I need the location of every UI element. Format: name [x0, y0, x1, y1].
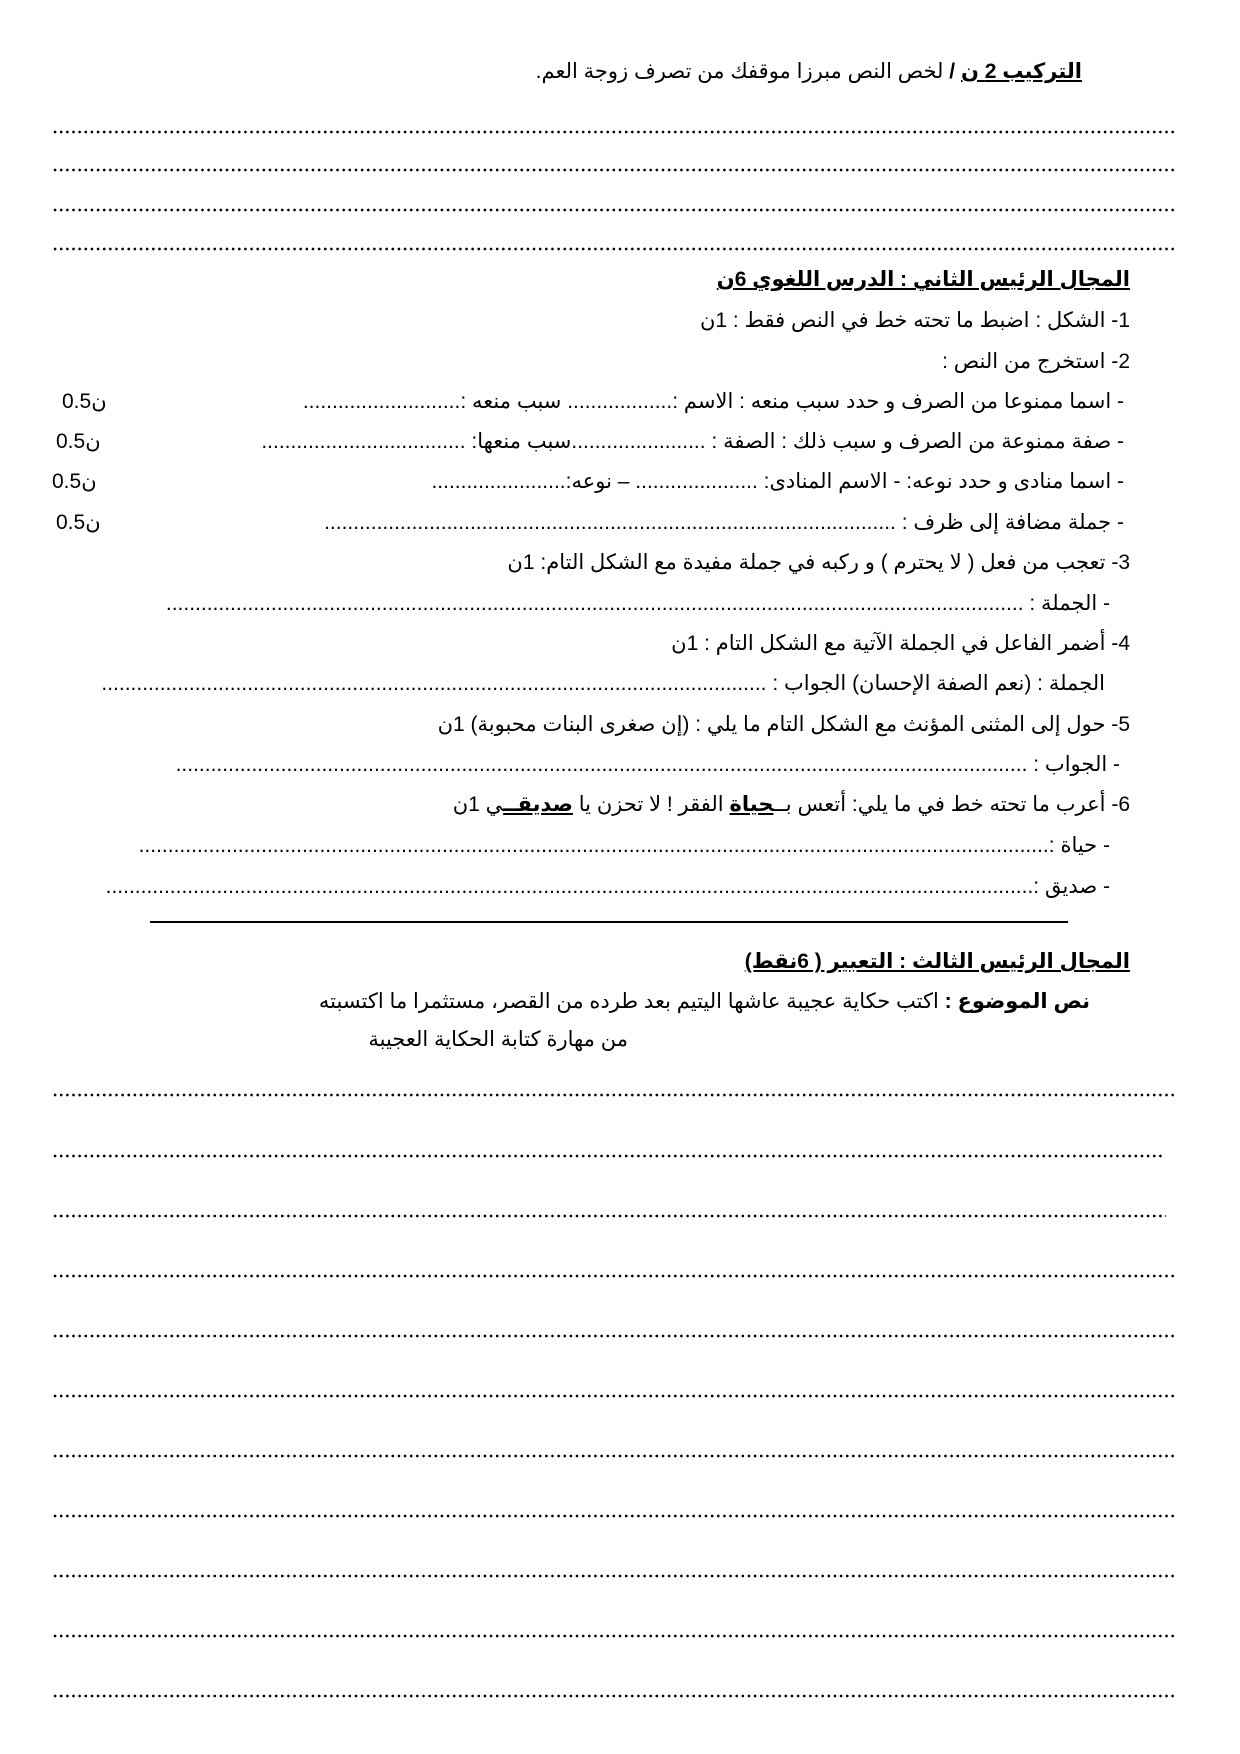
- question-2a-score: 0.5ن: [62, 390, 107, 413]
- section-divider: [150, 921, 1068, 923]
- underlined-word-sadiq: صديقــ: [503, 793, 573, 816]
- writing-line[interactable]: [52, 1632, 1176, 1640]
- writing-line[interactable]: [52, 1152, 1164, 1160]
- writing-line[interactable]: [52, 1572, 1176, 1580]
- answer-line[interactable]: [52, 128, 1176, 136]
- writing-line[interactable]: [52, 1332, 1176, 1340]
- synthesis-label: التركيب 2 ن: [960, 60, 1082, 83]
- question-2: 2- استخرج من النص :: [942, 350, 1130, 373]
- writing-line[interactable]: [52, 1692, 1176, 1700]
- expression-heading: المجال الرئيس الثالث : التعبير ( 6نقط): [744, 950, 1130, 973]
- writing-line[interactable]: [52, 1512, 1176, 1520]
- question-2d: - جملة مضافة إلى ظرف : ..................................................................................................: [324, 511, 1124, 534]
- synthesis-prompt: لخص النص مبرزا موقفك من تصرف زوجة العم.: [535, 60, 944, 83]
- answer-line[interactable]: [52, 206, 1176, 214]
- question-2c: - اسما منادى و حدد نوعه: - الاسم المنادى: ..................... – نوعه:.......................: [431, 470, 1124, 493]
- writing-line[interactable]: [52, 1272, 1176, 1280]
- question-5-answer[interactable]: - الجواب : ..................................................................................................................................................: [175, 753, 1120, 776]
- question-1: 1- الشكل : اضبط ما تحته خط في النص فقط : 1ن: [699, 309, 1130, 332]
- question-6a[interactable]: - حياة :............................................................................................................................................................: [138, 834, 1110, 857]
- question-2d-score: 0.5ن: [56, 511, 101, 534]
- question-2b-score: 0.5ن: [56, 430, 101, 453]
- topic-label: نص الموضوع :: [944, 990, 1090, 1013]
- language-heading: المجال الرئيس الثاني : الدرس اللغوي 6ن: [716, 268, 1130, 291]
- answer-line[interactable]: [52, 166, 1176, 174]
- question-4-answer[interactable]: الجملة : (نعم الصفة الإحسان) الجواب : ..................................................................................................................: [101, 672, 1105, 695]
- underlined-word-hayat: حياة: [729, 793, 774, 816]
- question-2c-score: 0.5ن: [52, 470, 97, 493]
- synthesis-separator: /: [949, 60, 956, 83]
- question-2a: - اسما ممنوعا من الصرف و حدد سبب منعه : الاسم :.................. سبب منعه :...........................: [302, 390, 1124, 413]
- question-5: 5- حول إلى المثنى المؤنث مع الشكل التام ما يلي : (إن صغرى البنات محبوبة) 1ن: [437, 713, 1130, 736]
- writing-line[interactable]: [52, 1091, 1176, 1099]
- question-6: 6- أعرب ما تحته خط في ما يلي: أتعس بــحياة الفقر ! لا تحزن يا صديقــي 1ن: [452, 793, 1130, 816]
- topic-text: اكتب حكاية عجيبة عاشها اليتيم بعد طرده من القصر، مستثمرا ما اكتسبته: [318, 990, 939, 1013]
- synthesis-line: [536, 58, 1082, 86]
- topic-line-1: [319, 988, 1090, 1016]
- question-2b: - صفة ممنوعة من الصرف و سبب ذلك : الصفة : .......................سبب منعها: ...................................: [261, 430, 1124, 453]
- writing-line[interactable]: [52, 1452, 1176, 1460]
- question-3-answer[interactable]: - الجملة : ...................................................................................................................................................: [165, 592, 1110, 615]
- question-3: 3- تعجب من فعل ( لا يحترم ) و ركبه في جملة مفيدة مع الشكل التام: 1ن: [507, 551, 1130, 574]
- writing-line[interactable]: [52, 1392, 1176, 1400]
- question-4: 4- أضمر الفاعل في الجملة الآتية مع الشكل التام : 1ن: [671, 632, 1130, 655]
- writing-line[interactable]: [52, 1212, 1166, 1220]
- language-heading-score: 6ن: [716, 268, 747, 291]
- question-6b[interactable]: - صديق :...............................................................................................................................................................: [105, 875, 1110, 898]
- answer-line[interactable]: [52, 245, 1176, 253]
- topic-line-2: من مهارة كتابة الحكاية العجيبة: [368, 1028, 628, 1051]
